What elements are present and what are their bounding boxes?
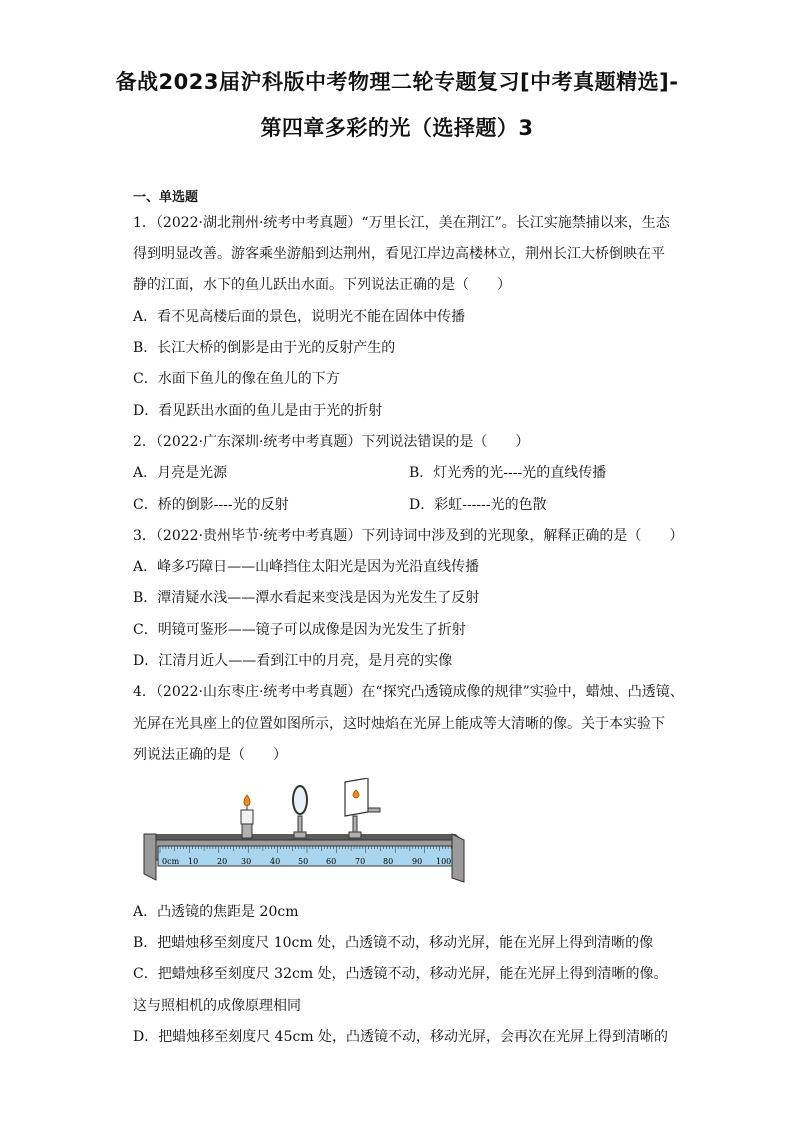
q2-option-a: A．月亮是光源 — [133, 465, 228, 481]
q4-stem-line2: 光屏在光具座上的位置如图所示，这时烛焰在光屏上能成等大清晰的像。关于本实验下 — [133, 716, 665, 732]
q3-option-d: D．江清月近人——看到江中的月亮，是月亮的实像 — [133, 653, 453, 669]
candle-body — [241, 810, 253, 824]
tick-label-30: 30 — [241, 857, 252, 866]
convex-lens-icon — [293, 786, 307, 814]
tick-label-90: 90 — [412, 857, 423, 866]
q4-option-a: A．凸透镜的焦距是 20cm — [133, 904, 299, 920]
right-support — [452, 834, 464, 882]
q3-option-a: A．峰多巧障日——山峰挡住太阳光是因为光沿直线传播 — [133, 559, 480, 575]
optical-bench-figure — [140, 778, 470, 888]
q4-option-c: C．把蜡烛移至刻度尺 32cm 处，凸透镜不动，移动光屏，能在光屏上得到清晰的像。 — [133, 966, 668, 982]
q4-option-d: D．把蜡烛移至刻度尺 45cm 处，凸透镜不动，移动光屏，会再次在光屏上得到清晰的 — [133, 1029, 669, 1045]
q1-option-d: D．看见跃出水面的鱼儿是由于光的折射 — [133, 403, 383, 419]
q1-option-b: B．长江大桥的倒影是由于光的反射产生的 — [133, 340, 396, 356]
q1-option-a: A．看不见高楼后面的景色，说明光不能在固体中传播 — [133, 309, 466, 325]
tick-label-70: 70 — [355, 857, 366, 866]
doc-title-line1: 备战2023届沪科版中考物理二轮专题复习[中考真题精选]- — [115, 70, 679, 94]
tick-label-10: 10 — [188, 857, 199, 866]
candle-holder — [241, 795, 253, 838]
tick-label-60: 60 — [326, 857, 337, 866]
left-support — [144, 834, 156, 880]
tick-label-20: 20 — [217, 857, 228, 866]
q1-option-c: C．水面下鱼儿的像在鱼儿的下方 — [133, 371, 340, 387]
q1-stem-line1: 1．（2022·湖北荆州·统考中考真题）“万里长江，美在荆江”。长江实施禁捕以来，生态 — [133, 215, 670, 231]
q4-stem-line3: 列说法正确的是（ ） — [133, 747, 287, 763]
q3-option-c: C．明镜可鉴形——镜子可以成像是因为光发生了折射 — [133, 622, 466, 638]
candle-flame-icon — [244, 795, 250, 806]
q2-option-c: C．桥的倒影----光的反射 — [133, 497, 289, 513]
q4-option-c-cont: 这与照相机的成像原理相同 — [133, 998, 301, 1014]
screen-holder — [345, 778, 380, 838]
q4-stem-line1: 4．（2022·山东枣庄·统考中考真题）在“探究凸透镜成像的规律”实验中，蜡烛、凸透镜、 — [133, 684, 684, 700]
tick-label-0: 0cm — [162, 857, 180, 866]
lens-holder — [293, 786, 307, 838]
q3-option-b: B．潭清疑水浅——潭水看起来变浅是因为光发生了反射 — [133, 590, 480, 606]
tick-label-80: 80 — [383, 857, 394, 866]
doc-title-line2: 第四章多彩的光（选择题）3 — [260, 116, 534, 140]
q3-stem: 3．（2022·贵州毕节·统考中考真题）下列诗词中涉及到的光现象，解释正确的是（ ） — [133, 528, 684, 544]
q2-stem: 2．（2022·广东深圳·统考中考真题）下列说法错误的是（ ） — [133, 434, 530, 450]
tick-label-40: 40 — [270, 857, 281, 866]
q1-stem-line3: 静的江面，水下的鱼儿跃出水面。下列说法正确的是（ ） — [133, 277, 511, 293]
q1-stem-line2: 得到明显改善。游客乘坐游船到达荆州，看见江岸边高楼林立，荆州长江大桥倒映在平 — [133, 246, 665, 262]
q2-option-d: D．彩虹------光的色散 — [409, 497, 547, 513]
tick-label-100: 100 — [436, 857, 452, 866]
section-heading: 一、单选题 — [133, 190, 199, 205]
q4-option-b: B．把蜡烛移至刻度尺 10cm 处，凸透镜不动，移动光屏，能在光屏上得到清晰的像 — [133, 935, 654, 951]
tick-label-50: 50 — [298, 857, 309, 866]
q2-option-b: B．灯光秀的光----光的直线传播 — [409, 465, 607, 481]
